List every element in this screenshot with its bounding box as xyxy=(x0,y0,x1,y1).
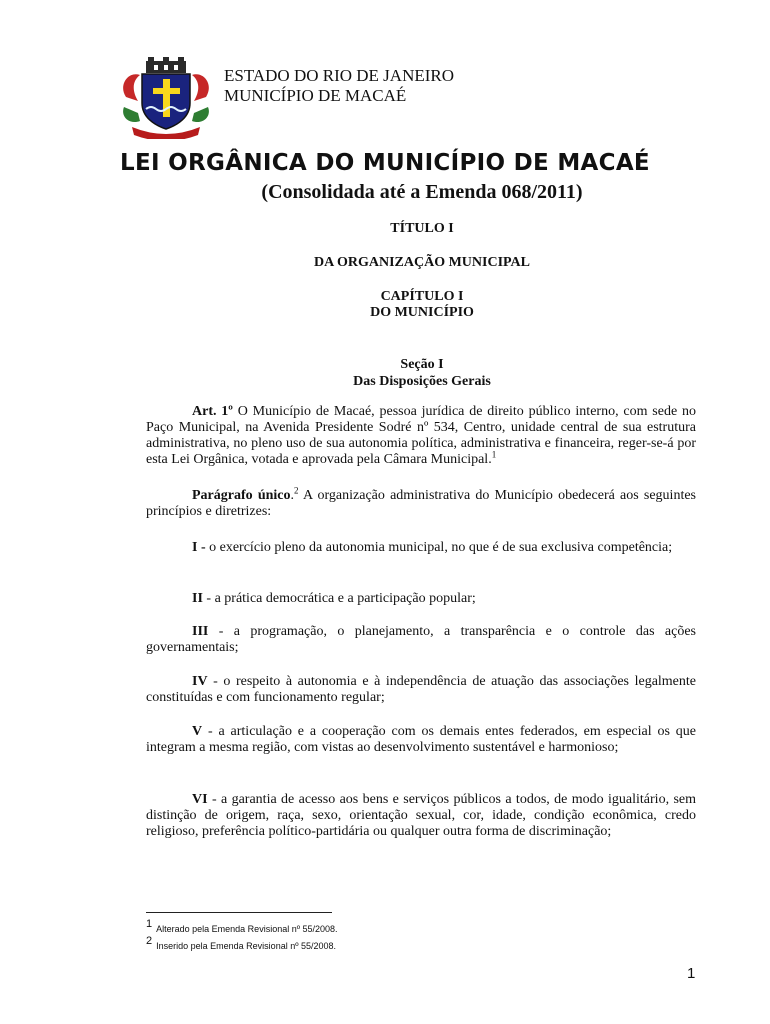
heading-titulo: TÍTULO I xyxy=(390,221,454,236)
state-name: ESTADO DO RIO DE JANEIRO xyxy=(224,66,455,85)
main-title: LEI ORGÂNICA DO MUNICÍPIO DE MACAÉ xyxy=(120,150,650,176)
page-number: 1 xyxy=(687,965,696,982)
heading-disposicoes: Das Disposições Gerais xyxy=(353,374,491,389)
municipality-name: MUNICÍPIO DE MACAÉ xyxy=(224,86,407,105)
footnote-ref-1[interactable]: 1 xyxy=(491,449,497,460)
footnote-ref-2[interactable]: 2 xyxy=(294,485,299,496)
subtitle: (Consolidada até a Emenda 068/2011) xyxy=(261,181,583,203)
document-header xyxy=(224,66,454,106)
paragrafo-label: Parágrafo único xyxy=(192,488,291,503)
list-item: II - a prática democrática e a participação popular; xyxy=(192,591,476,606)
paragrafo-text: A organização administrativa do Município obedecerá aos seguintes princípios e diretrizes: xyxy=(146,488,696,519)
list-item: V - a articulação e a cooperação com os demais entes federados, em especial os que integram a mesma região, com vistas ao desenvolvimento sustentável e harmonioso; xyxy=(146,724,696,755)
coat-of-arms-icon xyxy=(118,57,214,139)
footnote-1: 1 Alterado pela Emenda Revisional nº 55/2008. xyxy=(146,918,338,934)
list-item: VI - a garantia de acesso aos bens e serviços públicos a todos, de modo igualitário, sem distinção de origem, raça, sexo, orientação sexual, cor, idade, condição econômica, credo religioso, preferência político-partidária ou qualquer outra forma de discriminação; xyxy=(146,792,696,839)
article-1-text: O Município de Macaé, pessoa jurídica de direito público interno, com sede no Paço Municipal, na Avenida Presidente Sodré nº 534, Centro, unidade central de sua estrutura administrativa, no pleno uso de sua autonomia política, administrativa e financeira, reger-se-á por esta Lei Orgânica, votada e aprovada pela Câmara Municipal. xyxy=(146,404,697,467)
list-item: III - a programação, o planejamento, a transparência e o controle das ações governamentais; xyxy=(146,624,696,655)
list-item: I - o exercício pleno da autonomia municipal, no que é de sua exclusiva competência; xyxy=(192,540,673,555)
footnote-2: 2 Inserido pela Emenda Revisional nº 55/2008. xyxy=(146,935,337,951)
list-item: IV - o respeito à autonomia e à independência de atuação das associações legalmente constituídas e com funcionamento regular; xyxy=(146,674,696,705)
footnote-divider xyxy=(146,912,332,913)
heading-organizacao: DA ORGANIZAÇÃO MUNICIPAL xyxy=(314,255,530,270)
paragrafo-unico: Parágrafo único.$^2$ A organização administrativa do Município obedecerá aos seguintes princípios e diretrizes: xyxy=(146,485,696,519)
article-1 xyxy=(146,404,696,468)
heading-municipio: DO MUNICÍPIO xyxy=(370,305,474,320)
article-1-label: Art. 1º xyxy=(192,404,233,419)
heading-capitulo: CAPÍTULO I xyxy=(380,289,464,304)
heading-secao: Seção I xyxy=(400,357,444,372)
